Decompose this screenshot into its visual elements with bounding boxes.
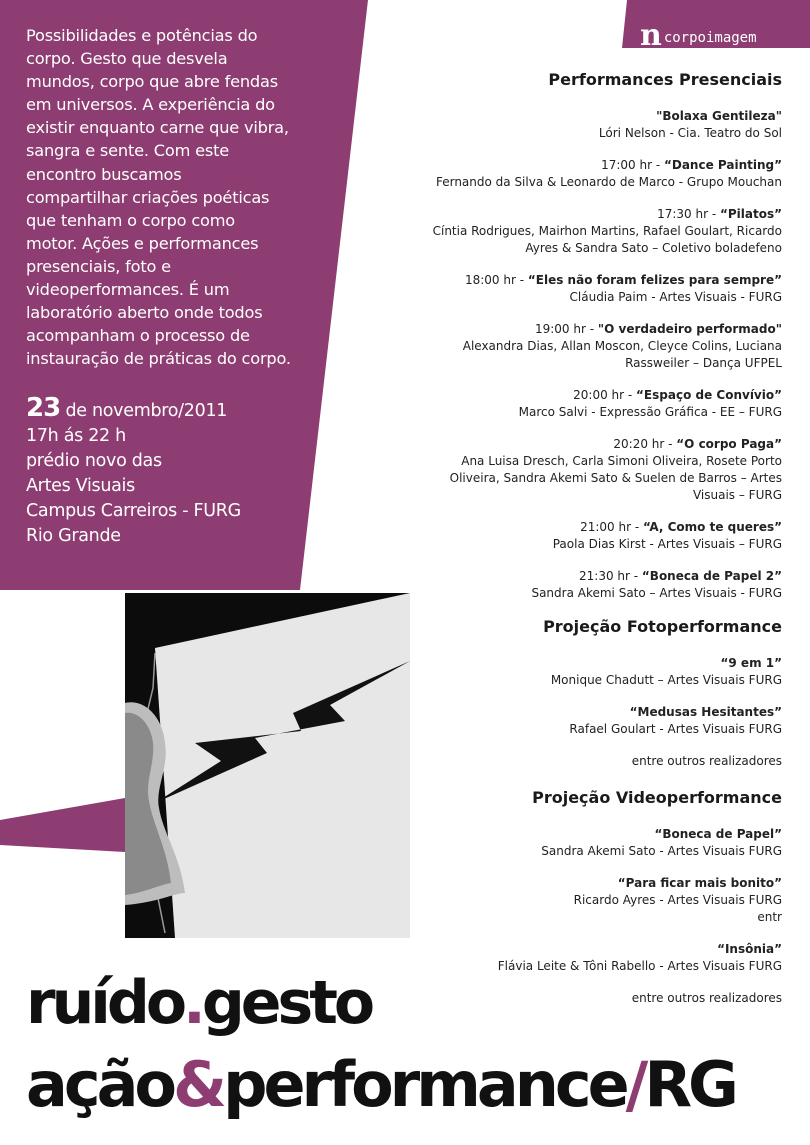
entry-heading [352,436,782,453]
entry-heading [352,206,782,223]
program-entry [352,387,782,421]
program-entry [352,436,782,504]
entry-title: “Insônia” [717,942,782,956]
photo-band-shape [0,798,125,852]
intro-line: motor. Ações e performances [26,233,259,253]
intro-line: existir enquanto carne que vibra, [26,118,289,138]
entry-title: "Bolaxa Gentileza" [656,109,782,123]
entry-title: “Boneca de Papel” [654,827,782,841]
entry-time: 19:00 hr - [534,322,598,336]
event-time: 17h ás 22 h [26,426,126,446]
foto-note: entre outros realizadores [631,754,782,768]
intro-line: acompanham o processo de [26,326,250,346]
entry-people: Sandra Akemi Sato – Artes Visuais - FURG [531,586,782,600]
program-entry [352,272,782,306]
logo-text: corpoimagem [663,30,757,46]
entry-people: Oliveira, Sandra Akemi Sato & Suelen de Barros – Artes [449,471,782,485]
entry-time: 18:00 hr - [464,273,528,287]
brand-acao: ação [26,1048,174,1121]
corpoimagem-logo [640,18,757,53]
brand-rg: RG [644,1048,735,1121]
section-heading-fotoperformance: Projeção Fotoperformance [543,617,782,636]
entry-people: Paola Dias Kirst - Artes Visuais – FURG [552,537,782,551]
intro-line: corpo. Gesto que desvela [26,49,228,69]
entry-people: Marco Salvi - Expressão Gráfica - EE – FURG [518,405,782,419]
entry-title: “Eles não foram felizes para sempre” [527,273,782,287]
entry-heading [352,826,782,843]
program-entry [352,655,782,689]
intro-line: Possibilidades e potências do [26,26,258,45]
entry-heading [352,704,782,721]
entry-heading [352,387,782,404]
intro-line: laboratório aberto onde todos [26,303,263,323]
program-entry [352,108,782,142]
entry-title: “Dance Painting” [663,158,782,172]
event-venue-line: Artes Visuais [26,476,135,496]
entry-title: “A, Como te queres” [643,520,782,534]
intro-line: compartilhar criações poéticas [26,187,270,207]
entry-heading [352,568,782,585]
entry-heading [352,272,782,289]
entry-people: entr [757,910,782,924]
brand-gesto: gesto [201,968,372,1038]
entry-people: Cláudia Paim - Artes Visuais - FURG [569,290,782,304]
program-schedule [352,70,782,1025]
brand-performance: performance [223,1048,626,1121]
entry-people: Sandra Akemi Sato - Artes Visuais FURG [541,844,782,858]
performance-photo [125,593,410,938]
section-heading-presenciais: Performances Presenciais [548,70,782,89]
entry-time: 21:30 hr - [579,569,642,583]
event-day: 23 [26,393,61,423]
entry-title: "O verdadeiro performado" [597,322,782,336]
entry-people: Lóri Nelson - Cia. Teatro do Sol [598,126,782,140]
intro-text [26,24,326,370]
brand-ampersand: & [173,1048,224,1121]
entry-title: “O corpo Paga” [676,437,782,451]
entry-heading [352,321,782,338]
entry-time: 21:00 hr - [580,520,644,534]
event-date [26,393,316,424]
fotoperformance-list [352,655,782,738]
entry-people: Ricardo Ayres - Artes Visuais FURG [573,893,782,907]
brand-slash: / [625,1048,645,1121]
entry-title: “Medusas Hesitantes” [629,705,782,719]
intro-line: instauração de práticas do corpo. [26,349,291,369]
event-venue-line: prédio novo das [26,451,162,471]
program-entry [352,568,782,602]
photo-illustration [125,593,410,938]
entry-people: Rassweiler – Dança UFPEL [625,356,782,370]
entry-title: “Pilatos” [719,207,782,221]
brand-ruido-gesto [26,968,371,1038]
videoperformance-list [352,826,782,975]
program-entry [352,157,782,191]
program-entry [352,875,782,926]
brand-dot: . [183,968,202,1038]
brand-ruido: ruído [26,968,184,1038]
entry-time: 17:00 hr - [601,158,664,172]
presenciais-list [352,108,782,602]
entry-time: 17:30 hr - [657,207,720,221]
entry-title: “Espaço de Convívio” [636,388,782,402]
event-campus: Campus Carreiros - FURG [26,501,241,521]
section-heading-videoperformance: Projeção Videoperformance [532,788,782,807]
entry-title: “9 em 1” [720,656,782,670]
entry-people: Cíntia Rodrigues, Mairhon Martins, Rafael Goulart, Ricardo [432,224,782,238]
intro-line: videoperformances. É um [26,280,230,300]
program-entry [352,321,782,372]
intro-line: sangra e sente. Com este [26,141,229,161]
entry-time: 20:00 hr - [573,388,637,402]
entry-heading [352,519,782,536]
entry-people: Ayres & Sandra Sato – Coletivo boladefeno [525,241,782,255]
event-month-year: de novembro/2011 [60,401,228,421]
entry-people: Flávia Leite & Tôni Rabello - Artes Visuais FURG [497,959,782,973]
entry-heading [352,108,782,125]
entry-people: Fernando da Silva & Leonardo de Marco - Grupo Mouchan [435,175,782,189]
entry-people: Visuais – FURG [692,488,782,502]
entry-people: Rafael Goulart - Artes Visuais FURG [569,722,782,736]
entry-heading [352,875,782,892]
program-entry [352,941,782,975]
intro-line: mundos, corpo que abre fendas [26,72,278,92]
program-entry [352,519,782,553]
program-entry [352,704,782,738]
intro-line: em universos. A experiência do [26,95,275,115]
event-info [26,393,316,549]
logo-mark: n [640,18,662,53]
brand-acao-performance [26,1048,735,1121]
program-entry [352,826,782,860]
entry-time: 20:20 hr - [613,437,677,451]
entry-heading [352,157,782,174]
entry-title: “Para ficar mais bonito” [617,876,782,890]
entry-people: Monique Chadutt – Artes Visuais FURG [550,673,782,687]
event-city: Rio Grande [26,526,121,546]
entry-heading [352,941,782,958]
video-note: entre outros realizadores [631,991,782,1005]
entry-people: Alexandra Dias, Allan Moscon, Cleyce Colins, Luciana [462,339,782,353]
intro-line: presenciais, foto e [26,256,171,276]
entry-title: “Boneca de Papel 2” [641,569,782,583]
program-entry [352,206,782,257]
intro-line: encontro buscamos [26,164,182,184]
entry-heading [352,655,782,672]
entry-people: Ana Luisa Dresch, Carla Simoni Oliveira, Rosete Porto [461,454,782,468]
intro-line: que tenham o corpo como [26,210,236,230]
